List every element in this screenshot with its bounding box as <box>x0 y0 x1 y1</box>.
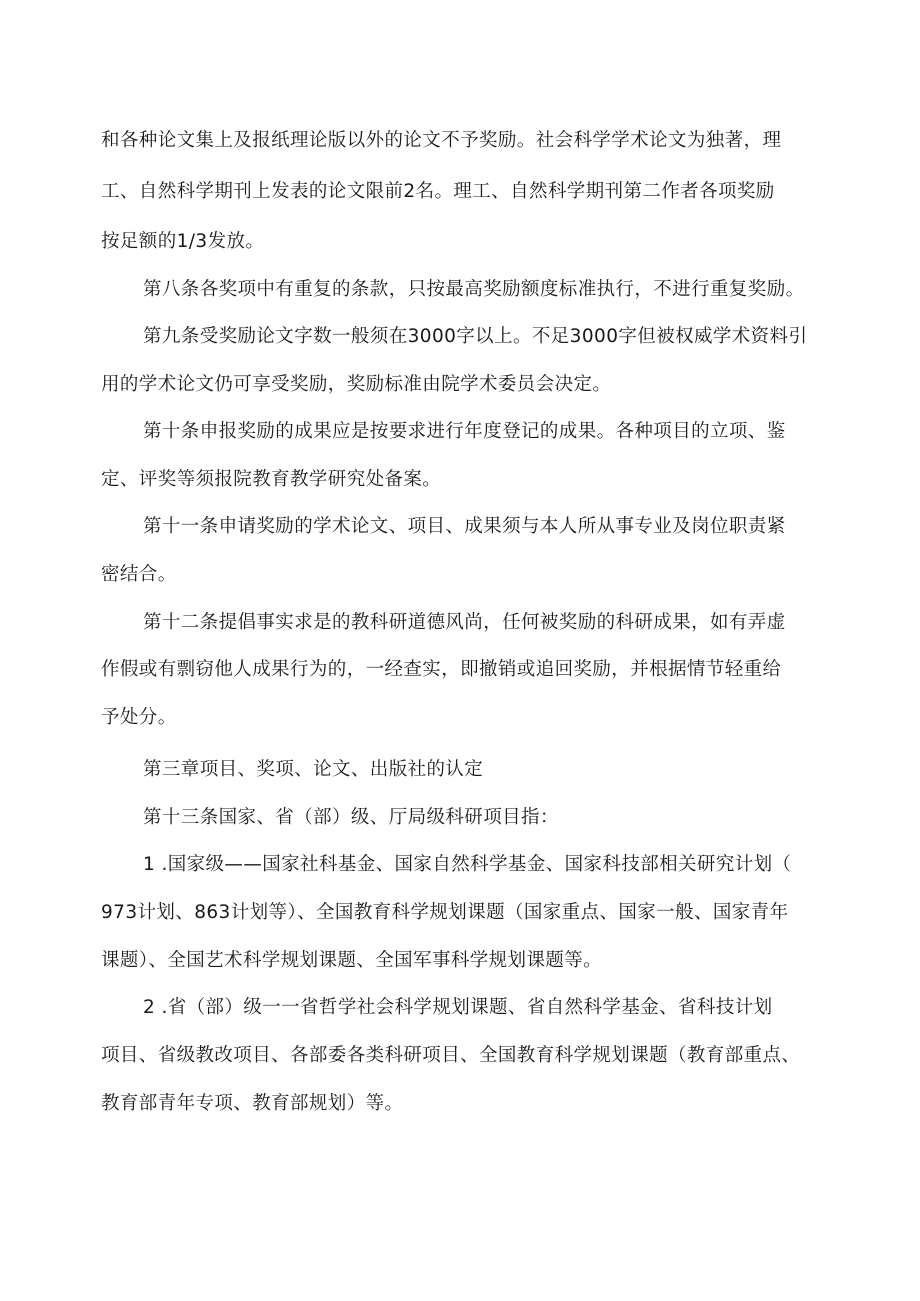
text-line: 按足额的1/3发放。 <box>101 231 265 252</box>
text-line: 用的学术论文仍可享受奖励，奖励标准由院学术委员会决定。 <box>101 374 612 395</box>
text-line: 定、评奖等须报院教育教学研究处备案。 <box>101 469 442 490</box>
text-line: 作假或有剽窃他人成果行为的，一经查实，即撤销或追回奖励，并根据情节轻重给 <box>101 659 782 680</box>
article-11: 第十一条申请奖励的学术论文、项目、成果须与本人所从事专业及岗位职责紧 <box>143 516 786 537</box>
list-item-national: 1 .国家级——国家社科基金、国家自然科学基金、国家科技部相关研究计划（ <box>143 854 792 875</box>
article-13: 第十三条国家、省（部）级、厅局级科研项目指： <box>143 807 559 828</box>
article-8: 第八条各奖项中有重复的条款，只按最高奖励额度标准执行，不进行重复奖励。 <box>143 279 805 300</box>
list-item-provincial: 2 .省（部）级一一省哲学社会科学规划课题、省自然科学基金、省科技计划 <box>143 997 773 1018</box>
text-line: 工、自然科学期刊上发表的论文限前2名。理工、自然科学期刊第二作者各项奖励 <box>101 181 775 202</box>
article-9: 第九条受奖励论文字数一般须在3000字以上。不足3000字但被权威学术资料引 <box>143 326 808 347</box>
article-12: 第十二条提倡事实求是的教科研道德风尚，任何被奖励的科研成果，如有弄虚 <box>143 612 786 633</box>
chapter-3-heading: 第三章项目、奖项、论文、出版社的认定 <box>143 759 484 780</box>
text-line: 项目、省级教改项目、各部委各类科研项目、全国教育科学规划课题（教育部重点、 <box>101 1045 801 1066</box>
text-line: 973计划、863计划等）、全国教育科学规划课题（国家重点、国家一般、国家青年 <box>101 902 789 923</box>
text-line: 和各种论文集上及报纸理论版以外的论文不予奖励。社会科学学术论文为独著，理 <box>101 130 782 151</box>
text-line: 密结合。 <box>101 564 177 585</box>
text-line: 予处分。 <box>101 707 177 728</box>
text-line: 教育部青年专项、教育部规划）等。 <box>101 1093 404 1114</box>
article-10: 第十条申报奖励的成果应是按要求进行年度登记的成果。各种项目的立项、鉴 <box>143 421 786 442</box>
text-line: 课题）、全国艺术科学规划课题、全国军事科学规划课题等。 <box>101 950 603 971</box>
